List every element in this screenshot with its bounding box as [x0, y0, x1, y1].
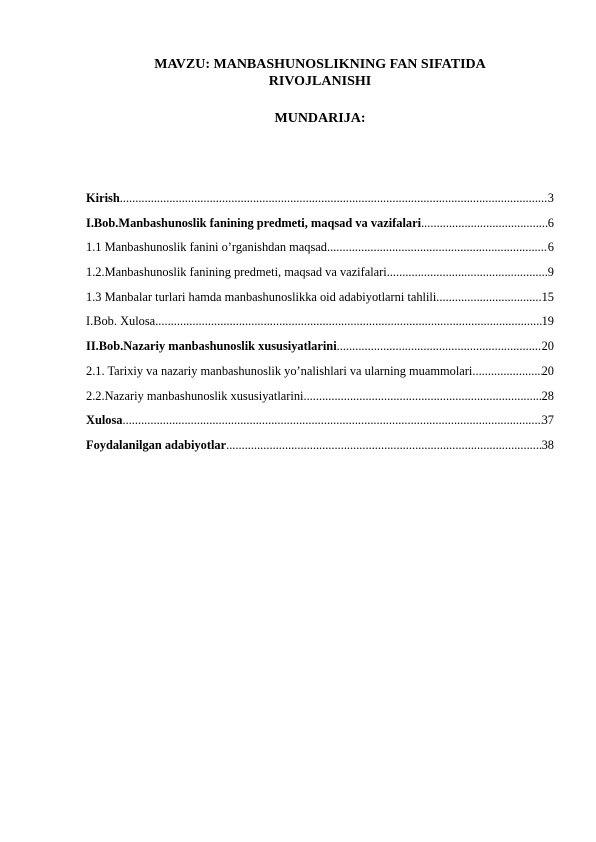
toc-entry-title: 2.2.Nazariy manbashunoslik xususiyatlarini [86, 388, 304, 403]
toc-dot-leader [421, 216, 548, 231]
toc-entry-title: 2.1. Tarixiy va nazariy manbashunoslik yo’nalishlari va ularning muammolari [86, 363, 473, 378]
toc-entry[interactable] [86, 314, 554, 339]
toc-entry-title: Xulosa [86, 413, 123, 428]
toc-entry-page-number: 19 [541, 314, 554, 329]
toc-entry[interactable] [86, 265, 554, 290]
toc-entry-page-number: 37 [541, 413, 554, 428]
toc-entry-page-number: 20 [541, 363, 554, 378]
toc-dot-leader [337, 339, 542, 354]
toc-entry-page-number: 28 [541, 388, 554, 403]
toc-entry-title: 1.1 Manbashunoslik fanini o’rganishdan maqsad [86, 240, 328, 255]
toc-entry-title: I.Bob.Manbashunoslik fanining predmeti, maqsad va vazifalari [86, 215, 422, 230]
toc-dot-leader [303, 389, 541, 404]
toc-entry-title: Kirish [86, 191, 120, 205]
toc-entry[interactable] [86, 389, 554, 414]
toc-entry-page-number: 3 [547, 191, 554, 205]
toc-entry-page-number: 15 [541, 289, 554, 304]
toc-dot-leader [226, 438, 542, 453]
toc-dot-leader [120, 191, 548, 206]
toc-entry-title: I.Bob. Xulosa [86, 314, 156, 329]
toc-entry-page-number: 20 [541, 339, 554, 354]
toc-dot-leader [472, 364, 541, 379]
table-of-contents-heading: MUNDARIJA: [274, 111, 366, 126]
toc-dot-leader [327, 240, 548, 255]
toc-dot-leader [387, 265, 548, 280]
document-title-line-1: MAVZU: MANBASHUNOSLIKNING FAN SIFATIDA [154, 57, 486, 72]
document-title-line-2: RIVOJLANISHI [268, 74, 372, 89]
toc-dot-leader [155, 314, 541, 329]
toc-entry[interactable] [86, 339, 554, 364]
toc-entry[interactable] [86, 364, 554, 389]
toc-entry[interactable] [86, 240, 554, 265]
toc-entry[interactable] [86, 290, 554, 315]
toc-entry-page-number: 6 [547, 215, 554, 230]
toc-entry-page-number: 9 [547, 265, 554, 280]
toc-entry-title: 1.3 Manbalar turlari hamda manbashunoslikka oid adabiyotlarni tahlili [86, 289, 437, 304]
table-of-contents [86, 191, 554, 463]
toc-entry-page-number: 38 [541, 437, 554, 452]
toc-entry[interactable] [86, 191, 554, 216]
document-title [86, 56, 554, 90]
toc-dot-leader [123, 413, 542, 428]
toc-entry[interactable] [86, 438, 554, 463]
toc-entry-page-number: 6 [547, 240, 554, 255]
toc-entry-title: II.Bob.Nazariy manbashunoslik xususiyatlarini [86, 339, 337, 354]
toc-dot-leader [436, 290, 541, 305]
toc-entry-title: Foydalanilgan adabiyotlar [86, 437, 227, 452]
toc-entry-title: 1.2.Manbashunoslik fanining predmeti, maqsad va vazifalari [86, 265, 387, 280]
toc-entry[interactable] [86, 413, 554, 438]
toc-entry[interactable] [86, 216, 554, 241]
